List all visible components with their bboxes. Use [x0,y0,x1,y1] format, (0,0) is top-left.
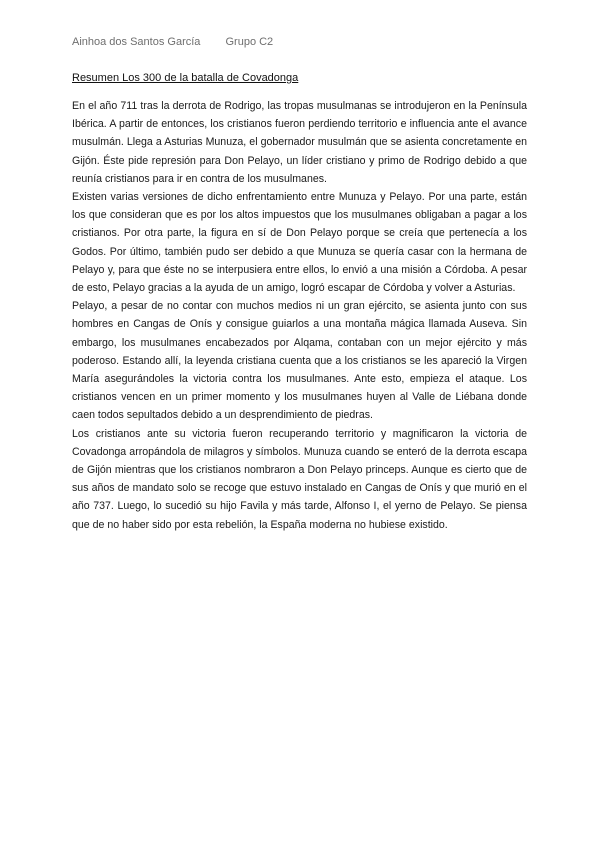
author-name: Ainhoa dos Santos García [72,36,201,48]
paragraph-3: Pelayo, a pesar de no contar con muchos medios ni un gran ejército, se asienta junto con sus hombres en Cangas de Onís y consigue guiarlos a una montaña mágica llamada Auseva. Sin embargo, los musulmanes encabezados por Alqama, contaban con un mejor ejército y más poderoso. Estando allí, la leyenda cristiana cuenta que a los cristianos se les apareció la Virgen María asegurándoles la victoria contra los musulmanes. Ante esto, empieza el ataque. Los cristianos vencen en un primer momento y los musulmanes huyen al Valle de Liébana donde caen todos sepultados debido a un desprendimiento de piedras. [72,300,527,422]
paragraph-4: Los cristianos ante su victoria fueron recuperando territorio y magnificaron la victoria de Covadonga arropándola de milagros y símbolos. Munuza cuando se enteró de la derrota escapa de Gijón mientras que los cristianos nombraron a Don Pelayo princeps. Aunque es cierto que de sus años de mandato solo se recoge que estuvo instalado en Cangas de Onís y que murió en el año 737. Luego, lo sucedió su hijo Favila y más tarde, Alfonso I, el yerno de Pelayo. Se piensa que de no haber sido por esta rebelión, la España moderna no hubiese existido. [72,427,527,531]
document-title: Resumen Los 300 de la batalla de Covadonga [72,72,299,84]
group-label: Grupo C2 [225,36,274,48]
document-body [72,97,527,534]
page-header [72,36,273,48]
paragraph-1: En el año 711 tras la derrota de Rodrigo, las tropas musulmanas se introdujeron en la Península Ibérica. A partir de entonces, los cristianos fueron perdiendo territorio e influencia ante el avance musulmán. Llega a Asturias Munuza, el gobernador musulmán que se asienta concretamente en Gijón. Éste pide represión para Don Pelayo, un líder cristiano y primo de Rodrigo debido a que reunía cristianos para ir en contra de los musulmanes. [72,100,527,185]
paragraph-2: Existen varias versiones de dicho enfrentamiento entre Munuza y Pelayo. Por una parte, están los que consideran que es por los altos impuestos que los musulmanes obligaban a pagar a los cristianos. Por otra parte, la figura en sí de Don Pelayo porque se creía que pertenecía a los Godos. Por último, también pudo ser debido a que Munuza se quería casar con la hermana de Pelayo y, para que éste no se interpusiera entre ellos, lo envió a una misión a Córdoba. A pesar de esto, Pelayo gracias a la ayuda de un amigo, logró escapar de Córdoba y volver a Asturias. [72,191,527,295]
